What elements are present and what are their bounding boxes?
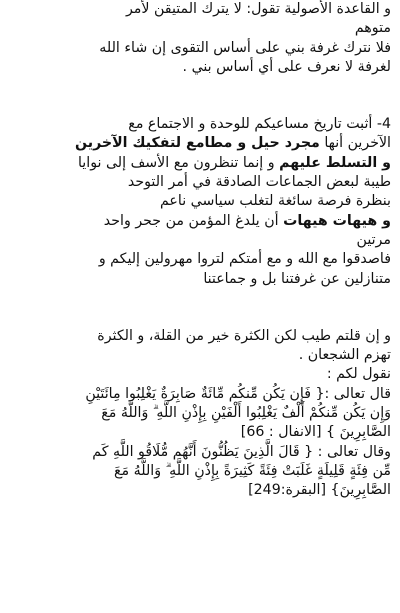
bold-text: و التسلط عليهم: [279, 154, 391, 171]
text-line: مرتين: [356, 231, 391, 248]
quran-verse-line: وَإِن يَكُن مِّنكُمْ أَلْفٌ يَغْلِبُوا أَلْفَيْنِ بِإِذْنِ اللَّهِ ۗ وَاللَّهُ مَعَ: [101, 405, 391, 422]
text-line: [7, 154, 391, 173]
text-line: بنظرة فرصة سائغة لتغلب سياسي ناعم: [159, 193, 391, 210]
text-line: 4- أثبت تاريخ مساعيكم للوحدة و الاجتماع مع: [128, 116, 391, 133]
text-line: و إن قلتم طيب لكن الكثرة خير من القلة، و الكثرة: [97, 327, 391, 344]
bold-text: مجرد حيل و مطامع لتفكيك الآخرين: [74, 135, 320, 152]
paragraph-gap: [7, 308, 391, 327]
text-line: فلا نترك غرفة بني على أساس التقوى إن شاء الله: [99, 39, 391, 56]
quran-verse-line: الصَّابِرِينَ} [البقرة:249]: [248, 482, 391, 499]
text-line: و القاعدة الأصولية تقول: لا يترك المتيقن لأمر: [125, 1, 391, 17]
text-segment: الآخرين أنها: [319, 135, 391, 152]
text-segment: أن يلدغ المؤمن من جحر واحد: [103, 212, 284, 229]
paragraph-gap: [7, 289, 391, 308]
text-line: تهزم الشجعان .: [298, 347, 391, 364]
text-line: نقول لكم :: [326, 366, 391, 383]
bold-text: و هيهات هيهات: [283, 212, 391, 229]
paragraph-gap: [7, 77, 391, 96]
quran-verse-line: الصَّابِرِينَ } [الانفال : 66]: [240, 424, 391, 441]
text-line: طيبة لبعض الجماعات الصادقة في أمر التوحد: [127, 174, 391, 191]
quran-verse-line: مِّن فِئَةٍ قَلِيلَةٍ غَلَبَتْ فِئَةً كَثِيرَةً بِإِذْنِ اللَّهِ ۗ وَاللَّهُ مَعَ: [114, 462, 391, 479]
text-line: لغرفة لا نعرف على أي أساس بني .: [182, 58, 391, 75]
text-line: متوهم: [354, 20, 391, 37]
text-segment: و إنما تنظرون مع الأسف إلى نوايا: [77, 154, 280, 171]
paragraph-gap: [7, 96, 391, 115]
text-line: [7, 134, 391, 153]
quran-verse-line: وقال تعالى : { قَالَ الَّذِينَ يَظُنُّونَ أَنَّهُم مُّلَاقُو اللَّهِ كَم: [92, 443, 391, 460]
text-line: [7, 212, 391, 231]
quran-verse-line: قال تعالى :{ فَإِن يَكُن مِّنكُم مِّائَةٌ صَابِرَةٌ يَغْلِبُوا مِائَتَيْنِ: [85, 385, 391, 402]
text-line: فاصدقوا مع الله و مع أمتكم لتروا مهرولين إليكم و: [98, 251, 391, 268]
text-line: متنازلين عن غرفتنا بل و جماعتنا: [203, 270, 391, 287]
